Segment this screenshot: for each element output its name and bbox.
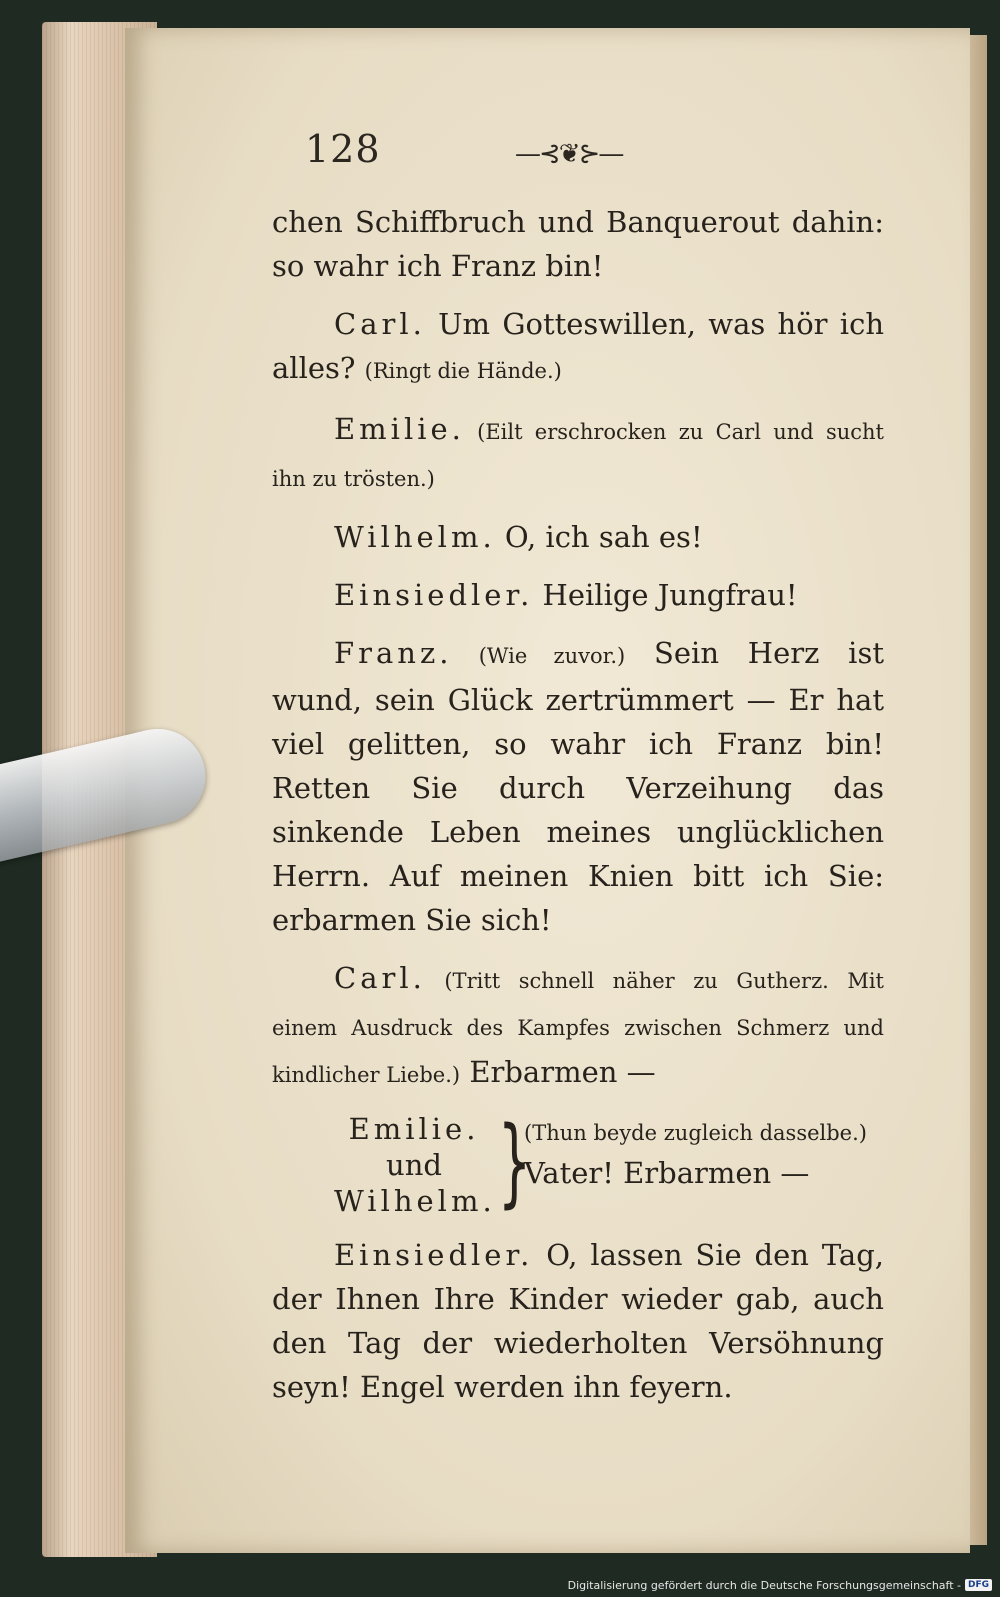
stage-direction: (Wie zuvor.) <box>452 644 626 668</box>
paragraph-carl-1: Carl. Um Gotteswillen, was hör ich alles? (Ringt die Hände.) <box>272 307 884 385</box>
speaker-franz: Franz. <box>334 636 453 670</box>
speaker-wilhelm: Wilhelm. <box>334 1184 496 1218</box>
stage-direction: (Thun beyde zugleich dasselbe.) <box>524 1121 867 1145</box>
page-text <box>272 200 884 1409</box>
paragraph-emilie <box>272 407 884 501</box>
credit-text: Digitalisierung gefördert durch die Deutsche Forschungsgemeinschaft - <box>567 1578 961 1592</box>
paragraph-carl-2: Carl. (Tritt schnell näher zu Gutherz. Mit einem Ausdruck des Kampfes zwischen Schmerz und kindlicher Liebe.) Erbarmen — <box>272 961 884 1089</box>
speaker-carl: Carl. <box>334 307 426 341</box>
speaker-einsiedler: Einsiedler. <box>334 578 534 612</box>
stage-direction: (Tritt schnell näher zu Gutherz. Mit einem Ausdruck des Kampfes zwischen Schmerz und kindlicher Liebe.) <box>272 969 884 1087</box>
speaker-wilhelm: Wilhelm. <box>334 520 496 554</box>
speaker-emilie: Emilie. <box>334 412 465 446</box>
digitization-credit <box>568 1576 992 1594</box>
header-ornament-icon: —⊰❦⊱— <box>515 139 623 169</box>
paragraph-1: chen Schiffbruch und Banquerout dahin: so wahr ich Franz bin! <box>272 205 884 283</box>
brace-icon: } <box>497 1106 532 1218</box>
paragraph-wilhelm: Wilhelm. O, ich sah es! <box>334 520 703 554</box>
paragraph-einsiedler-2: Einsiedler. O, lassen Sie den Tag, der Ihnen Ihre Kinder wieder gab, auch den Tag der wiederholten Versöhnung seyn! Engel werden ihn feyern. <box>272 1238 884 1404</box>
chorus-conjunction: und <box>386 1148 442 1182</box>
stage-direction: (Eilt erschrocken zu Carl und sucht ihn zu trösten.) <box>272 420 884 491</box>
chorus-speech <box>524 1113 894 1193</box>
speaker-emilie: Emilie. <box>348 1112 480 1146</box>
chorus-speakers <box>334 1111 494 1219</box>
chorus-block <box>272 1106 884 1219</box>
speaker-carl: Carl. <box>334 961 426 995</box>
speaker-einsiedler: Einsiedler. <box>334 1238 534 1272</box>
paragraph-franz: Franz. (Wie zuvor.) Sein Herz ist wund, sein Glück zertrümmert — Er hat viel gelitten, so wahr ich Franz bin! Retten Sie durch Verzeihung das sinkende Leben meines unglücklichen Herrn. Auf meinen Knien bitt ich Sie: erbarmen Sie sich! <box>272 636 884 937</box>
page-header <box>305 127 635 175</box>
page-number: 128 <box>305 127 381 171</box>
chorus-line: Vater! Erbarmen — <box>524 1156 810 1190</box>
paragraph-einsiedler-1: Einsiedler. Heilige Jungfrau! <box>334 578 798 612</box>
dfg-logo-icon: DFG <box>965 1579 992 1591</box>
stage-direction: (Ringt die Hände.) <box>364 359 562 383</box>
